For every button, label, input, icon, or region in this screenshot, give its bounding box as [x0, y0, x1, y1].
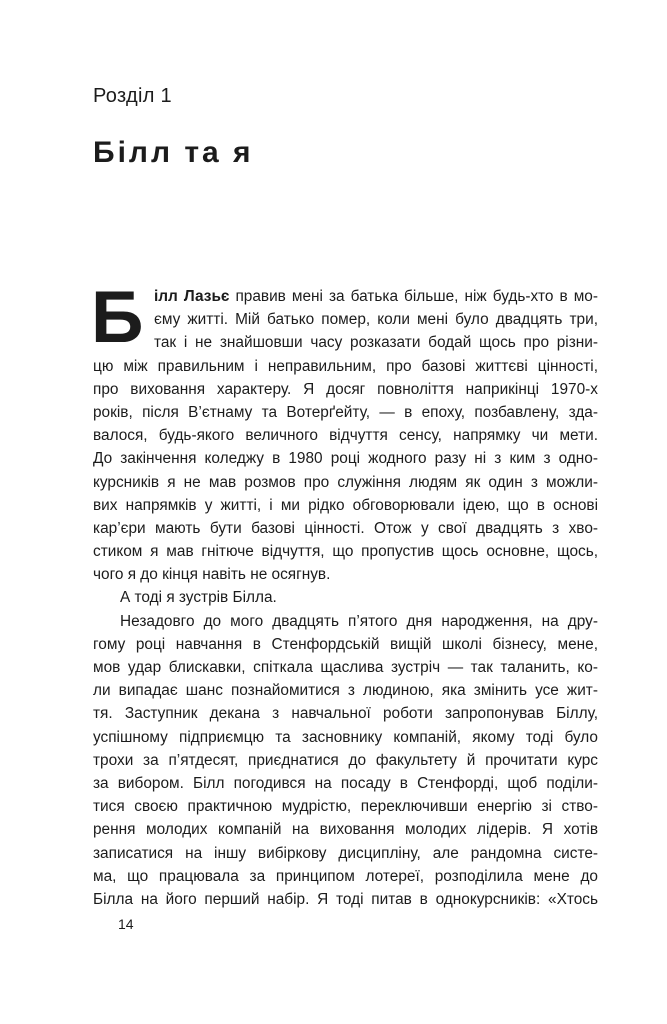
text-line: ілл Лазьє правив мені за батька більше, ніж будь-хто в мо- — [154, 288, 598, 305]
text-line: так і не знайшовши часу розказати бодай щось про різни- — [154, 334, 598, 352]
text-line: До закінчення коледжу в 1980 році жодного разу ні з ким з одно- — [93, 450, 598, 468]
text-line: валося, будь-якого величного відчуття сенсу, напрямку чи мети. — [93, 427, 598, 445]
text-line: цю між правильним і неправильним, про базові життєві цінності, — [93, 357, 598, 375]
page-number: 14 — [118, 916, 134, 932]
text-line: записатися на іншу вибіркову дисципліну, але рандомна систе- — [93, 844, 598, 862]
text-line: ли випадає шанс познайомитися з людиною, яка змінить усе жит- — [93, 682, 598, 700]
chapter-title: Білл та я — [93, 136, 254, 169]
text-line: тися своєю практичною мудрістю, переключивши енергію зі ство- — [93, 798, 598, 816]
text-line: ма, що працювала за принципом лотереї, розподілила мене до — [93, 867, 598, 885]
text-line: Білла на його перший набір. Я тоді питав в однокурсників: «Хтось — [93, 890, 598, 908]
chapter-label: Розділ 1 — [93, 85, 172, 107]
text-line: тя. Заступник декана з навчальної роботи запропонував Біллу, — [93, 705, 598, 723]
text-line: рення молодих компаній на виховання молодих лідерів. Я хотів — [93, 821, 598, 839]
text-line: курсників я не мав розмов про служіння людям як один з можли- — [93, 473, 598, 491]
text-line: вих напрямків у житті, і ми рідко обговорювали ідею, що в основі — [93, 496, 598, 514]
text-line: гому році навчання в Стенфордській вищій школі бізнесу, мене, — [93, 635, 598, 653]
text-line: про виховання характеру. Я досяг повноліття наприкінці 1970-х — [93, 380, 598, 398]
text-line: стиком я мав гнітюче відчуття, що пропустив щось основне, щось, — [93, 543, 598, 561]
text-line: років, після В’єтнаму та Вотерґейту, — в епоху, позбавлену, зда- — [93, 403, 598, 421]
paragraph-3 — [93, 610, 598, 911]
paragraph-1 — [91, 277, 598, 586]
lead-name: ілл Лазьє — [154, 288, 230, 305]
text-line: кар’єри мають бути базові цінності. Отож у свої двадцять з хво- — [93, 519, 598, 537]
paragraph-2 — [93, 586, 598, 609]
text-line: мов удар блискавки, спіткала щаслива зустріч — так таланить, ко- — [93, 659, 598, 676]
text-line: за вибором. Білл погодився на посаду в Стенфорді, щоб поділи- — [93, 774, 598, 792]
text-line: А тоді я зустрів Білла. — [120, 589, 277, 607]
text-line: трохи за п’ятдесят, приєднатися до факультету й прочитати курс — [93, 751, 598, 769]
text-line: Незадовго до мого двадцять п’ятого дня народження, на дру- — [120, 612, 598, 630]
body-text — [91, 277, 598, 911]
text-line: чого я до кінця навіть не осягнув. — [93, 566, 331, 584]
drop-cap: Б — [91, 277, 144, 358]
text-line: успішному підприємцю та засновнику компаній, якому тоді було — [93, 728, 598, 746]
text-line: єму житті. Мій батько помер, коли мені було двадцять три, — [154, 311, 598, 329]
